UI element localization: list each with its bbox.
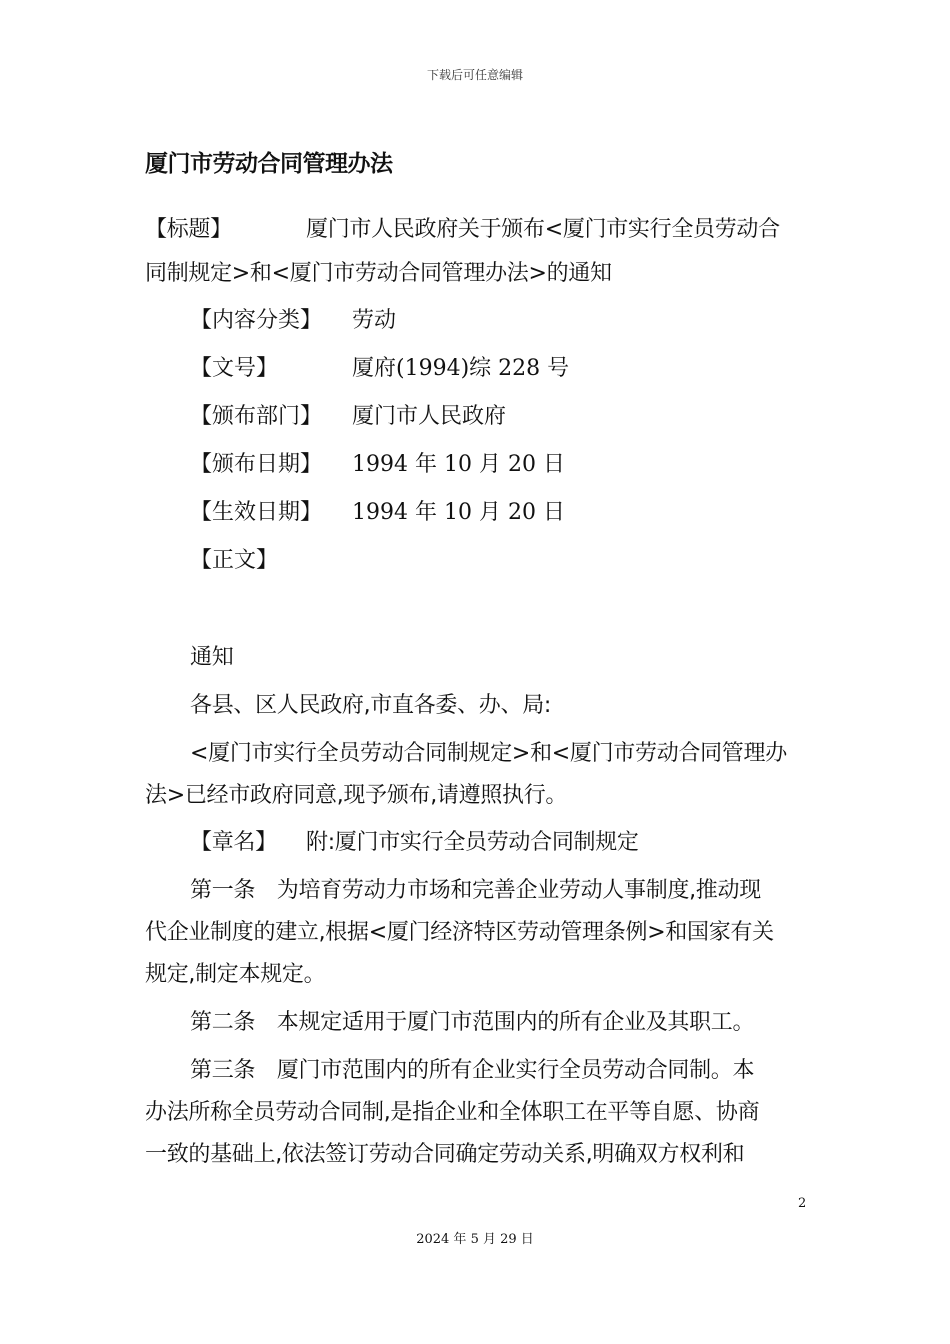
meta-value-category: 劳动 [352, 308, 397, 333]
heading-label: 【标题】 [145, 217, 232, 242]
article-1-line-3: 规定,制定本规定。 [145, 962, 326, 987]
chapter-text: 附:厦门市实行全员劳动合同制规定 [306, 830, 639, 855]
meta-value-doc-number: 厦府(1994)综 228 号 [352, 356, 570, 381]
addressee-line: 各县、区人民政府,市直各委、办、局: [190, 693, 552, 718]
paragraph-1-line-1: <厦门市实行全员劳动合同制规定>和<厦门市劳动合同管理办 [190, 741, 787, 766]
footer-date: 2024 年 5 月 29 日 [416, 1232, 534, 1247]
meta-label-effective-date: 【生效日期】 [190, 500, 323, 525]
meta-label-issuer: 【颁布部门】 [190, 404, 323, 429]
article-3-line-1: 第三条 厦门市范围内的所有企业实行全员劳动合同制。本 [190, 1058, 755, 1083]
notice-heading: 通知 [190, 645, 234, 670]
page-header: 下载后可任意编辑 [426, 68, 523, 82]
heading-text-line1: 厦门市人民政府关于颁布<厦门市实行全员劳动合 [306, 217, 780, 242]
meta-label-category: 【内容分类】 [190, 308, 323, 333]
meta-label-issue-date: 【颁布日期】 [190, 452, 323, 477]
heading-text-line2: 同制规定>和<厦门市劳动合同管理办法>的通知 [145, 261, 612, 286]
chapter-label: 【章名】 [190, 830, 277, 855]
page-number: 2 [798, 1196, 807, 1211]
article-2-line-1: 第二条 本规定适用于厦门市范围内的所有企业及其职工。 [190, 1010, 755, 1035]
article-3-line-3: 一致的基础上,依法签订劳动合同确定劳动关系,明确双方权利和 [145, 1142, 745, 1167]
meta-value-effective-date: 1994 年 10 月 20 日 [352, 500, 565, 525]
document-title: 厦门市劳动合同管理办法 [145, 151, 393, 177]
article-1-line-1: 第一条 为培育劳动力市场和完善企业劳动人事制度,推动现 [190, 878, 761, 903]
meta-label-body: 【正文】 [190, 548, 279, 573]
meta-label-doc-number: 【文号】 [190, 356, 279, 381]
article-1-line-2: 代企业制度的建立,根据<厦门经济特区劳动管理条例>和国家有关 [145, 920, 774, 945]
article-3-line-2: 办法所称全员劳动合同制,是指企业和全体职工在平等自愿、协商 [145, 1100, 760, 1125]
paragraph-1-line-2: 法>已经市政府同意,现予颁布,请遵照执行。 [145, 783, 568, 808]
meta-value-issue-date: 1994 年 10 月 20 日 [352, 452, 565, 477]
meta-value-issuer: 厦门市人民政府 [352, 404, 507, 429]
